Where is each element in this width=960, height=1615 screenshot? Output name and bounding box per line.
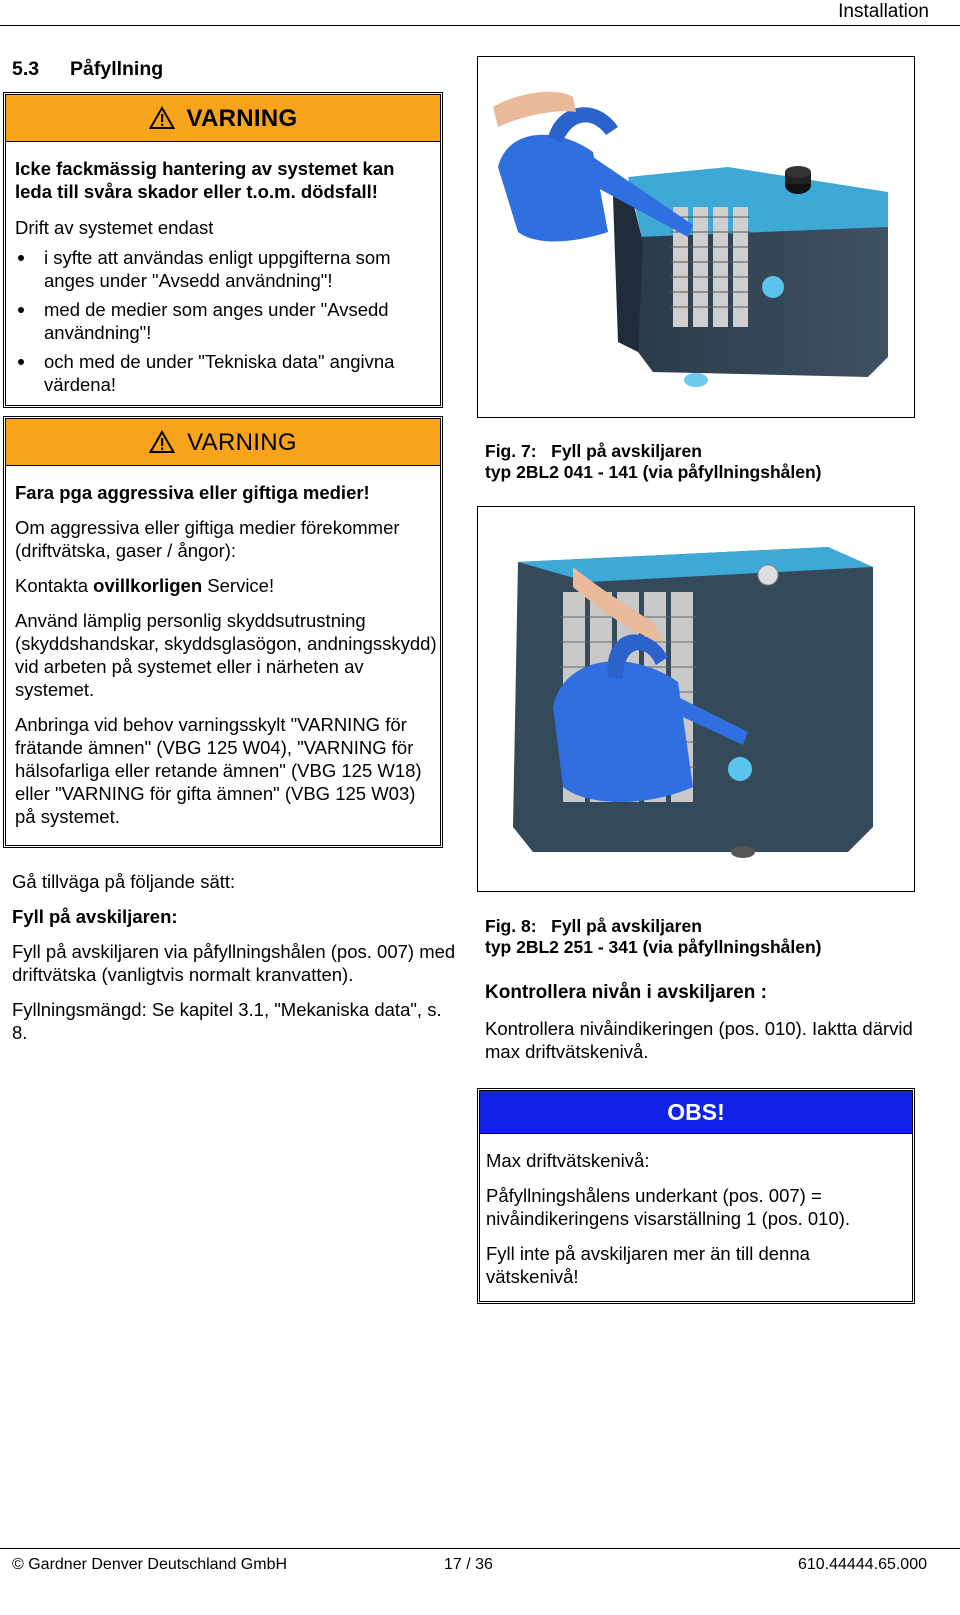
footer-document-number: 610.44444.65.000 [797,1556,927,1573]
section-number: 5.3 [12,58,40,80]
procedure-paragraph-2: Fyllningsmängd: Se kapitel 3.1, "Mekaniska data", s. 8. [12,999,442,1043]
section-title: Påfyllning [70,58,164,80]
procedure-intro: Gå tillväga på följande sätt: [12,871,236,892]
warning-headline: Fara pga aggressiva eller giftiga medier! [15,482,370,503]
separator-fill-illustration [478,57,915,418]
figure-7-photo [477,56,915,418]
warning-triangle-icon [149,106,175,130]
footer-rule [0,1548,960,1549]
list-item: i syfte att användas enligt uppgifterna som anges under "Avsedd användning"! [15,246,435,292]
warning-box-1 [3,92,443,408]
warning-label: VARNING [187,428,297,456]
figure-7-title: Fyll på avskiljaren [551,441,702,461]
obs-paragraph-1: Max driftvätskenivå: [486,1150,650,1171]
figure-8-number: Fig. 8: [485,916,537,936]
check-level-text: Kontrollera nivåindikeringen (pos. 010). Iaktta därvid max driftvätskenivå. [485,1018,913,1062]
warning-triangle-icon [149,430,175,454]
warning-paragraph-3: Använd lämplig personlig skyddsutrustning (skyddshandskar, skyddsglasögon, andningsskydd) vid arbeten på systemet eller i närheten av systemet. [15,610,437,700]
figure-7-subtitle: typ 2BL2 041 - 141 (via påfyllningshålen) [485,462,822,482]
warning-paragraph-4: Anbringa vid behov varningsskylt "VARNING för frätande ämnen" (VBG 125 W04), "VARNING för hälsofarliga eller retande ämnen" (VBG 125 W18) eller "VARNING för gifta ämnen" (VBG 125 W03) på systemet. [15,714,422,827]
running-header: Installation [838,1,929,22]
figure-8-title: Fyll på avskiljaren [551,916,702,936]
list-item: med de medier som anges under "Avsedd användning"! [15,298,435,344]
header-rule [0,25,960,26]
footer-page-number: 17 / 36 [444,1556,493,1573]
list-item: och med de under "Tekniska data" angivna värdena! [15,350,435,396]
warning-box-2 [3,416,443,848]
check-level-heading: Kontrollera nivån i avskiljaren : [485,982,767,1003]
warning-label: VARNING [186,104,298,132]
obs-paragraph-3: Fyll inte på avskiljaren mer än till denna vätskenivå! [486,1243,810,1287]
procedure-heading: Fyll på avskiljaren: [12,906,178,927]
obs-bar [480,1091,912,1134]
figure-8-photo [477,506,915,892]
obs-paragraph-2: Påfyllningshålens underkant (pos. 007) = nivåindikeringens visarställning 1 (pos. 010). [486,1185,851,1229]
footer-company: © Gardner Denver Deutschland GmbH [12,1556,288,1573]
separator-fill-illustration [478,507,915,892]
warning-intro: Drift av systemet endast [15,217,214,238]
procedure-paragraph-1: Fyll på avskiljaren via påfyllningshålen (pos. 007) med driftvätska (vanligtvis normalt kranvatten). [12,941,456,985]
warning-bar [6,95,440,142]
warning-headline: Icke fackmässig hantering av systemet kan leda till svåra skador eller t.o.m. dödsfall! [15,158,395,202]
warning-paragraph-1: Om aggressiva eller giftiga medier förekommer (driftvätska, gaser / ångor): [15,517,400,561]
obs-label: OBS! [667,1098,725,1125]
warning-bar [6,419,440,466]
obs-box [477,1088,915,1304]
warning-paragraph-2: Kontakta ovillkorligen Service! [15,575,275,596]
figure-7-number: Fig. 7: [485,441,537,461]
warning-bullet-list [15,246,435,396]
figure-8-subtitle: typ 2BL2 251 - 341 (via påfyllningshålen) [485,937,822,957]
